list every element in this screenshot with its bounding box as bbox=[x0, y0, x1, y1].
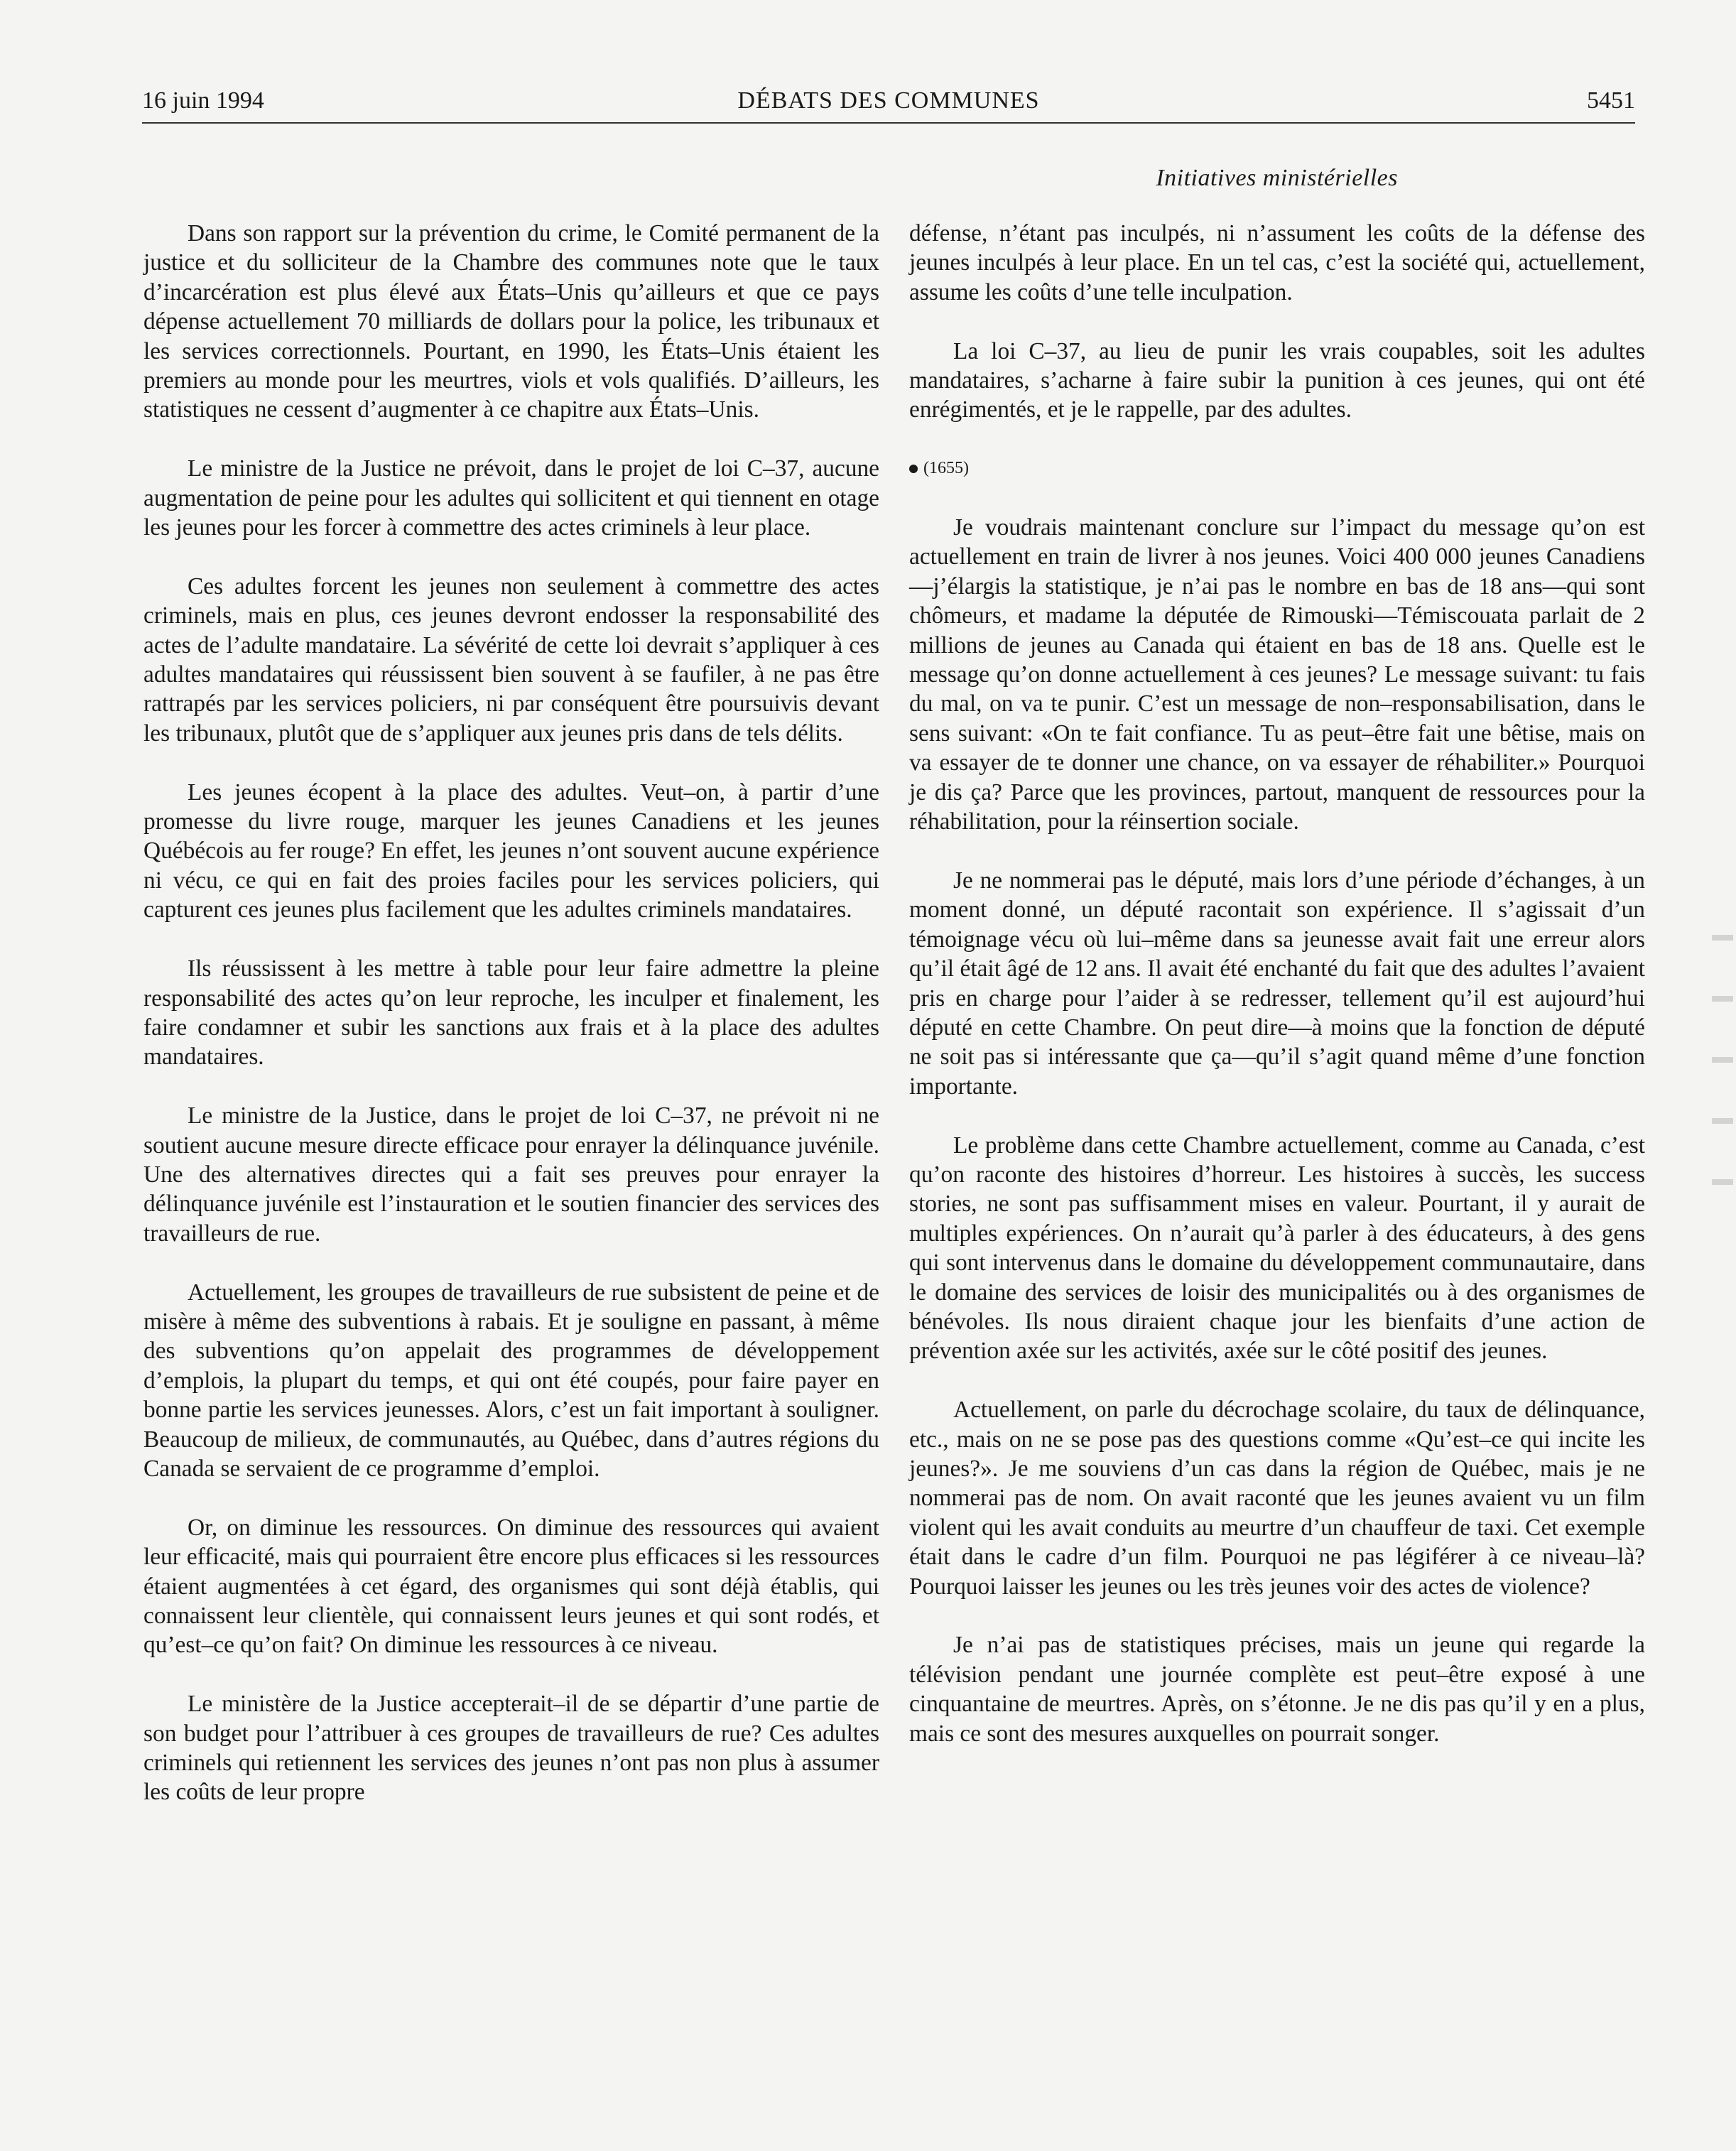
continued-paragraph: défense, n’étant pas inculpés, ni n’assument les coûts de la défense des jeunes inculpés à leur place. En un tel cas, c’est la société qui, actuellement, assume les coûts d’une telle inculpation. bbox=[909, 220, 1645, 305]
paragraph: Or, on diminue les ressources. On diminue des ressources qui avaient leur efficacité, mais qui pourraient être encore plus efficaces si les ressources étaient augmentées à cet égard, des organismes qui sont déjà établis, qui connaissent leur clientèle, qui connaissent leurs jeunes et qui sont rodés, et qu’est–ce qu’on fait? On diminue les ressources à ce niveau. bbox=[143, 1514, 879, 1659]
header-journal-title: DÉBATS DES COMMUNES bbox=[737, 87, 1040, 114]
paragraph: Je n’ai pas de statistiques précises, mais un jeune qui regarde la télévision pendant une journée complète est peut–être exposé à une cinquantaine de meurtres. Après, on s’étonne. Je ne dis pas qu’il y en a plus, mais ce sont des mesures auxquelles on pourrait songer. bbox=[909, 1632, 1645, 1747]
time-marker bbox=[909, 454, 1645, 483]
paragraph: Actuellement, les groupes de travailleurs de rue subsistent de peine et de misère à même des subventions à rabais. Et je souligne en passant, à même des subventions qu’on appelait des programmes de développement d’emplois, la plupart du temps, et qui ont été coupés, pour faire payer en bonne partie les services jeunesses. Alors, c’est un fait important à souligner. Beaucoup de milieux, de communautés, au Québec, dans d’autres régions du Canada se servaient de ce programme d’emploi. bbox=[143, 1279, 879, 1482]
header-page-number: 5451 bbox=[1587, 87, 1635, 114]
time-marker-label: (1655) bbox=[923, 459, 969, 478]
paragraph: Ils réussissent à les mettre à table pour leur faire admettre la pleine responsabilité des actes qu’on leur reproche, les inculper et finalement, les faire condamner et subir les sanctions aux frais et à la place des adultes mandataires. bbox=[143, 955, 879, 1071]
section-heading: Initiatives ministérielles bbox=[1156, 165, 1398, 191]
paragraph: Ces adultes forcent les jeunes non seulement à commettre des actes criminels, mais en plus, ces jeunes devront endosser la responsabilité des actes de l’adulte mandataire. La sévérité de cette loi devrait s’appliquer à ces adultes mandataires qui réussissent bien souvent à se faufiler, à ne pas être rattrapés par les services policiers, ni par conséquent être poursuivis devant les tribunaux, plutôt que de s’appliquer aux jeunes pris dans de tels délits. bbox=[143, 573, 879, 747]
paragraph: Le ministère de la Justice accepterait–il de se départir d’une partie de son budget pour l’attribuer à ces groupes de travailleurs de rue? Ces adultes criminels qui retiennent les services des jeunes n’ont pas non plus à assumer les coûts de leur propre bbox=[143, 1691, 879, 1806]
paragraph: Je ne nommerai pas le député, mais lors d’une période d’échanges, à un moment donné, un député racontait son expérience. Il s’agissait d’un témoignage vécu où lui–même dans sa jeunesse avait fait une erreur alors qu’il était âgé de 12 ans. Il avait été enchanté du fait que des adultes l’avaient pris en charge pour l’aider à se redresser, tellement qu’il est aujourd’hui député en cette Chambre. On peut dire—à moins que la fonction de député ne soit pas si intéressante que ça—qu’il s’agit quand même d’une fonction importante. bbox=[909, 867, 1645, 1100]
paragraph: Dans son rapport sur la prévention du crime, le Comité permanent de la justice et du solliciteur de la Chambre des communes note que le taux d’incarcération est plus élevé aux États–Unis qu’ailleurs et que ce pays dépense actuellement 70 milliards de dollars pour la police, les tribunaux et les services correctionnels. Pourtant, en 1990, les États–Unis étaient les premiers au monde pour les meurtres, viols et vols qualifiés. D’ailleurs, les statistiques ne cessent d’augmenter à ce chapitre aux États–Unis. bbox=[143, 220, 879, 423]
header-date: 16 juin 1994 bbox=[142, 87, 264, 114]
paragraph: La loi C–37, au lieu de punir les vrais coupables, soit les adultes mandataires, s’acharne à faire subir la punition à ces jeunes, qui ont été enrégimentés, et je le rappelle, par des adultes. bbox=[909, 337, 1645, 423]
paragraph: Les jeunes écopent à la place des adultes. Veut–on, à partir d’une promesse du livre rouge, marquer les jeunes Canadiens et les jeunes Québécois au fer rouge? En effet, les jeunes n’ont souvent aucune expérience ni vécu, ce qui en fait des proies faciles pour les services policiers, qui capturent ces jeunes plus facilement que les adultes criminels mandataires. bbox=[143, 779, 879, 923]
paragraph: Je voudrais maintenant conclure sur l’impact du message qu’on est actuellement en train de livrer à nos jeunes. Voici 400 000 jeunes Canadiens—j’élargis la statistique, je n’ai pas le nombre en bas de 18 ans—qui sont chômeurs, et madame la députée de Rimouski—Témiscouata parlait de 2 millions de jeunes au Canada qui étaient en bas de 18 ans. Quelle est le message qu’on donne actuellement à ces jeunes? Le message suivant: tu fais du mal, on va te punir. C’est un message de non–responsabilisation, dans le sens suivant: «On te fait confiance. Tu as peut–être fait une bêtise, mais on va essayer de te donner une chance, on va essayer de réhabiliter.» Pourquoi je dis ça? Parce que les provinces, partout, manquent de ressources pour la réhabilitation, pour la réinsertion sociale. bbox=[909, 514, 1645, 835]
right-column bbox=[909, 219, 1645, 1777]
paragraph: Le ministre de la Justice ne prévoit, dans le projet de loi C–37, aucune augmentation de peine pour les adultes qui sollicitent et qui tiennent en otage les jeunes pour les forcer à commettre des actes criminels à leur place. bbox=[143, 455, 879, 541]
header-rule bbox=[142, 122, 1635, 124]
scan-edge-artifact bbox=[1712, 902, 1733, 1201]
bullet-dot-icon bbox=[909, 465, 918, 473]
paragraph: Le problème dans cette Chambre actuellement, comme au Canada, c’est qu’on raconte des histoires d’horreur. Les histoires à succès, les success stories, ne sont pas suffisamment mises en valeur. Pourtant, il y aurait de multiples expériences. On n’aurait qu’à parler à des éducateurs, à des gens qui sont intervenus dans le domaine du développement communautaire, dans le domaine des services de loisir des municipalités ou à des organismes de bénévoles. Ils nous diraient chaque jour les bienfaits d’une action de prévention axée sur les activités, axée sur le côté positif des jeunes. bbox=[909, 1132, 1645, 1365]
left-column bbox=[143, 219, 879, 1836]
paragraph: Actuellement, on parle du décrochage scolaire, du taux de délinquance, etc., mais on ne se pose pas des questions comme «Qu’est–ce qui incite les jeunes?». Je me souviens d’un cas dans la région de Québec, mais je ne nommerai pas de nom. On avait raconté que les jeunes avaient vu un film violent qui les avait conduits au meurtre d’un chauffeur de taxi. Cet exemple était dans le cadre d’un film. Pourquoi ne pas légiférer à ce niveau–là? Pourquoi laisser les jeunes ou les très jeunes voir des actes de violence? bbox=[909, 1397, 1645, 1600]
paragraph: Le ministre de la Justice, dans le projet de loi C–37, ne prévoit ni ne soutient aucune mesure directe efficace pour enrayer la délinquance juvénile. Une des alternatives directes qui a fait ses preuves pour enrayer la délinquance juvénile est l’instauration et le soutien financier des services des travailleurs de rue. bbox=[143, 1102, 879, 1247]
